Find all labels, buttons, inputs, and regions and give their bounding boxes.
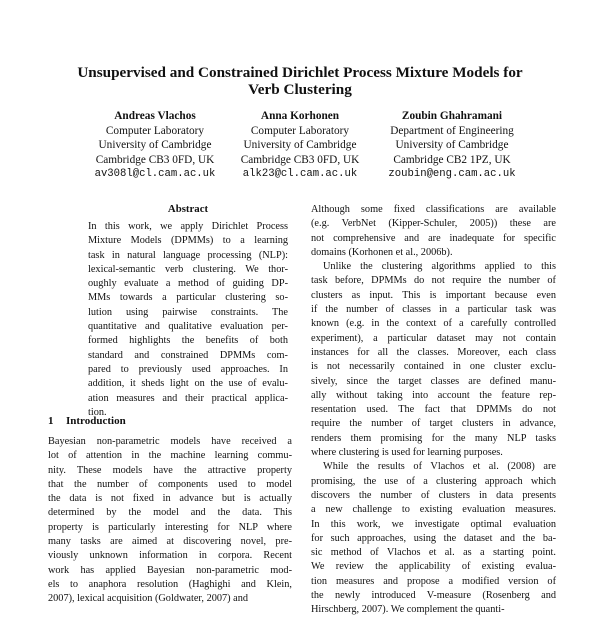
- author-name: Anna Korhonen: [260, 110, 340, 122]
- text-line: for such approaches, using the dataset and the ba-: [311, 532, 556, 544]
- text-line: if the number of classes in a particular task was: [311, 304, 556, 316]
- text-line: the data is not fixed in advance but is actually: [48, 493, 292, 505]
- text-line: experiment), a particular dataset may not contain: [311, 332, 556, 344]
- text-line: a new challenge to existing evaluation measures.: [311, 504, 556, 516]
- text-line: ation measures and their practical applica-: [88, 392, 288, 404]
- text-line: the newly introduced V-measure (Rosenberg and: [311, 590, 556, 602]
- paragraph: [311, 460, 556, 617]
- section-number: 1: [48, 415, 54, 427]
- text-line: renders them promising for the many NLP tasks: [311, 432, 556, 444]
- author-affiliation: Department of Engineering: [390, 124, 514, 137]
- text-line: is not necessarily contained in one cluster exclu-: [311, 361, 556, 373]
- text-line: work has applied Bayesian non-parametric mod-: [48, 564, 292, 576]
- text-line: tion.: [88, 406, 107, 418]
- text-line: formed highlights the benefits of both: [88, 335, 288, 347]
- text-line: els to anaphora resolution (Haghighi and Klein,: [48, 578, 292, 590]
- author-email[interactable]: av308l@cl.cam.ac.uk: [94, 168, 216, 181]
- introduction-body: [48, 435, 292, 607]
- author-affiliation: Computer Laboratory: [105, 124, 205, 137]
- text-line: sic method of Vlachos et al. as a starting point.: [311, 547, 556, 559]
- abstract-body: [88, 220, 288, 420]
- section-heading: [48, 415, 126, 427]
- text-line: require the number of target clusters in advance,: [311, 418, 556, 430]
- text-line: In this work, we apply Dirichlet Process: [88, 221, 288, 232]
- paragraph: [311, 260, 556, 460]
- text-line: (e.g. VerbNet (Kipper-Schuler, 2005)) these are: [311, 218, 556, 230]
- text-line: MMs towards a particular clustering so-: [88, 292, 288, 304]
- text-line: tion measures and propose a modified version of: [311, 575, 556, 587]
- text-line: Mixture Models (DPMMs) to a learning: [88, 235, 288, 247]
- abstract-heading: Abstract: [167, 203, 209, 215]
- text-line: viously unknown information in corpora. Recent: [48, 550, 292, 562]
- text-line: We review the applicability of existing evalua-: [311, 561, 556, 573]
- text-line: many tasks are aimed at discovering novel, pre-: [48, 536, 292, 548]
- author-name: Zoubin Ghahramani: [401, 110, 503, 122]
- text-line: standard and constrained DPMMs com-: [88, 349, 288, 361]
- author-university: University of Cambridge: [98, 139, 212, 152]
- paper-title: Unsupervised and Constrained Dirichlet Process Mixture Models for Verb Clustering: [77, 64, 523, 98]
- author-block: [215, 109, 385, 182]
- text-line: Bayesian non-parametric models have received a: [48, 436, 292, 447]
- text-line: task in natural language processing (NLP):: [88, 249, 288, 261]
- text-line: where clustering is used for learning purposes.: [311, 447, 503, 459]
- text-line: pared to previously used approaches. In: [88, 363, 288, 375]
- text-line: that the number of components used to model: [48, 478, 292, 490]
- text-line: resentation used. The fact that DPMMs do not: [311, 404, 556, 416]
- right-column-body: [311, 203, 556, 618]
- author-email[interactable]: alk23@cl.cam.ac.uk: [242, 168, 358, 181]
- paragraph: [311, 203, 556, 260]
- text-line: In this work, we investigate optimal evaluation: [311, 518, 556, 530]
- text-line: Unlike the clustering algorithms applied to this: [323, 261, 556, 273]
- author-affiliation: Computer Laboratory: [250, 124, 350, 137]
- text-line: known (e.g. in the context of a carefully controlled: [311, 318, 556, 330]
- author-university: University of Cambridge: [395, 139, 509, 152]
- text-line: oughly evaluate a method of guiding DP-: [88, 278, 288, 290]
- author-email[interactable]: zoubin@eng.cam.ac.uk: [388, 168, 516, 181]
- text-line: promising, the use of a clustering approach which: [311, 475, 556, 487]
- text-line: While the results of Vlachos et al. (2008) are: [323, 461, 556, 473]
- author-address: Cambridge CB2 1PZ, UK: [393, 153, 511, 166]
- text-line: discovers the number of clusters in data presents: [311, 489, 556, 501]
- text-line: 2007), lexical acquisition (Goldwater, 2007) and: [48, 593, 249, 605]
- text-line: Hirschberg, 2007). We complement the quanti-: [311, 604, 505, 616]
- text-line: domains (Korhonen et al., 2006b).: [311, 246, 453, 258]
- author-name: Andreas Vlachos: [114, 110, 196, 122]
- text-line: lexical-semantic verb clustering. We thor-: [88, 263, 288, 275]
- section-title: Introduction: [66, 415, 126, 427]
- text-line: ally without taking into account the feature rep-: [311, 389, 556, 401]
- text-line: not comprehensive and are inadequate for specific: [311, 232, 556, 244]
- author-university: University of Cambridge: [243, 139, 357, 152]
- text-line: task before, DPMMs do not require the number of: [311, 275, 556, 287]
- author-block: [367, 109, 537, 182]
- text-line: sively, since the target classes are defined manu-: [311, 375, 556, 387]
- text-line: instances for all the classes. Moreover, each class: [311, 346, 556, 358]
- text-line: determined by the model and the data. This: [48, 507, 292, 519]
- text-line: clusters as input. This is important because even: [311, 289, 556, 301]
- text-line: lution using pairwise constraints. The: [88, 306, 288, 318]
- text-line: quantitative and qualitative evaluation per-: [88, 321, 288, 333]
- text-line: nity. These models have the attractive property: [48, 464, 292, 476]
- text-line: addition, it sheds light on the use of evalu-: [88, 378, 288, 390]
- text-line: lot of attention in the machine learning commu-: [48, 450, 292, 462]
- text-line: property is particularly interesting for NLP where: [48, 521, 292, 533]
- author-address: Cambridge CB3 0FD, UK: [240, 153, 360, 166]
- author-address: Cambridge CB3 0FD, UK: [95, 153, 215, 166]
- text-line: Although some fixed classifications are available: [311, 204, 556, 215]
